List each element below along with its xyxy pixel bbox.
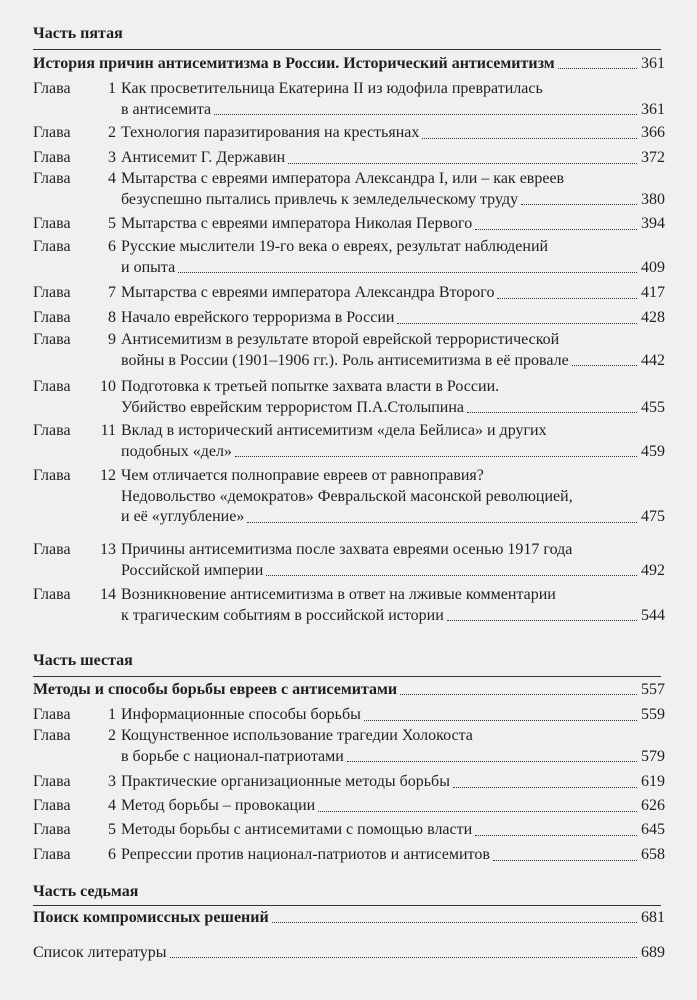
page-number: 658: [641, 846, 665, 863]
chapter-number: 11: [100, 422, 116, 439]
chapter-line: [121, 79, 665, 100]
page-number: 442: [641, 351, 665, 369]
chapter-label: Глава: [33, 846, 71, 863]
chapter-label: Глава: [33, 215, 71, 232]
dot-leader: [572, 365, 637, 366]
dot-leader: [467, 412, 637, 413]
chapter-line: [121, 772, 665, 793]
chapter-number: 2: [108, 727, 116, 744]
chapter-line: [121, 123, 665, 144]
chapter-label: Глава: [33, 149, 71, 166]
chapter-line: [121, 308, 665, 329]
page-number: 557: [641, 681, 665, 698]
chapter-title-text: подобных «дел»: [121, 442, 232, 460]
chapter-body: [121, 421, 665, 462]
chapter-title-text: Методы борьбы с антисемитами с помощью власти: [121, 821, 473, 838]
page-number: 380: [641, 190, 665, 208]
chapter-number: 3: [108, 149, 116, 166]
page-number: 417: [641, 284, 665, 301]
chapter-entry[interactable]: [33, 123, 665, 144]
chapter-body: [121, 377, 665, 418]
dot-leader: [521, 204, 637, 205]
page-number: 689: [641, 944, 665, 961]
chapter-line: [121, 377, 665, 398]
chapter-entry[interactable]: [33, 421, 665, 462]
chapter-line: [121, 330, 665, 351]
chapter-label: Глава: [33, 467, 71, 484]
chapter-title-text: Подготовка к третьей попытке захвата власти в России.: [121, 378, 500, 395]
chapter-title-text: Вклад в исторический антисемитизм «дела Бейлиса» и других: [121, 422, 547, 439]
chapter-number: 6: [108, 846, 116, 863]
chapter-body: [121, 308, 665, 329]
chapter-title-text: и её «углубление»: [121, 508, 245, 525]
chapter-line: [121, 606, 665, 627]
chapter-title-text: Начало еврейского терроризма в России: [121, 309, 395, 326]
chapter-number: 6: [108, 238, 116, 255]
section-title: История причин антисемитизма в России. Исторический антисемитизм: [33, 55, 555, 72]
chapter-line: [121, 540, 665, 561]
chapter-line: [121, 100, 665, 121]
chapter-body: [121, 214, 665, 235]
chapter-body: [121, 79, 665, 120]
bibliography-row[interactable]: [33, 943, 665, 963]
chapter-number: 4: [108, 170, 116, 187]
chapter-title-text: Репрессии против национал-патриотов и антисемитов: [121, 846, 490, 863]
chapter-body: [121, 705, 665, 726]
dot-leader: [497, 298, 637, 299]
chapter-title-text: Антисемит Г. Державин: [121, 149, 286, 166]
chapter-title-text: в борьбе с национал-патриотами: [121, 747, 344, 765]
dot-leader: [170, 957, 637, 958]
chapter-title-text: Технология паразитирования на крестьянах: [121, 124, 420, 141]
chapter-number: 10: [100, 378, 116, 395]
chapter-line: [121, 487, 665, 508]
chapter-entry[interactable]: [33, 466, 665, 528]
divider: [33, 905, 661, 906]
chapter-line: [121, 237, 665, 258]
chapter-body: [121, 820, 665, 841]
chapter-line: [121, 726, 665, 747]
chapter-line: [121, 507, 665, 528]
page-number: 492: [641, 561, 665, 579]
chapter-label: Глава: [33, 238, 71, 255]
dot-leader: [400, 694, 637, 695]
page-number: 544: [641, 606, 665, 624]
chapter-entry[interactable]: [33, 148, 665, 169]
page-number: 361: [641, 100, 665, 118]
chapter-label: Глава: [33, 422, 71, 439]
page-number: 409: [641, 258, 665, 276]
page-number: 428: [641, 309, 665, 326]
chapter-title-text: и опыта: [121, 258, 176, 276]
chapter-label: Глава: [33, 80, 71, 97]
chapter-entry[interactable]: [33, 726, 665, 767]
chapter-entry[interactable]: [33, 169, 665, 210]
chapter-label: Глава: [33, 170, 71, 187]
chapter-title-text: Причины антисемитизма после захвата евреями осенью 1917 года: [121, 541, 573, 558]
chapter-number: 5: [108, 215, 116, 232]
chapter-body: [121, 585, 665, 626]
chapter-label: Глава: [33, 284, 71, 301]
chapter-number: 13: [100, 541, 116, 558]
chapter-number: 5: [108, 821, 116, 838]
chapter-entry[interactable]: [33, 772, 665, 793]
chapter-number: 9: [108, 331, 116, 348]
chapter-line: [121, 705, 665, 726]
section-title: Поиск компромиссных решений: [33, 909, 269, 926]
dot-leader: [475, 835, 637, 836]
section-title-row[interactable]: [33, 680, 665, 700]
page-number: 645: [641, 821, 665, 838]
page-number: 372: [641, 149, 665, 166]
chapter-number: 14: [100, 586, 116, 603]
part-heading: Часть шестая: [33, 652, 133, 669]
page-number: 394: [641, 215, 665, 232]
chapter-title-text: Как просветительница Екатерина II из юдофила превратилась: [121, 80, 543, 97]
chapter-title-text: Российской империи: [121, 561, 264, 579]
chapter-body: [121, 726, 665, 767]
page-number: 455: [641, 398, 665, 416]
chapter-body: [121, 796, 665, 817]
dot-leader: [247, 522, 637, 523]
chapter-title-text: Кощунственное использование трагедии Холокоста: [121, 727, 473, 744]
chapter-body: [121, 845, 665, 866]
chapter-line: [121, 398, 665, 419]
page-number: 475: [641, 508, 665, 525]
chapter-body: [121, 772, 665, 793]
chapter-number: 12: [100, 467, 116, 484]
chapter-title-text: Информационные способы борьбы: [121, 706, 361, 723]
dot-leader: [178, 272, 637, 273]
chapter-number: 4: [108, 797, 116, 814]
chapter-number: 3: [108, 773, 116, 790]
chapter-body: [121, 283, 665, 304]
chapter-number: 2: [108, 124, 116, 141]
chapter-entry[interactable]: [33, 705, 665, 726]
chapter-entry[interactable]: [33, 283, 665, 304]
dot-leader: [214, 114, 637, 115]
chapter-entry[interactable]: [33, 585, 665, 626]
page-number: 361: [641, 55, 665, 72]
dot-leader: [558, 68, 637, 69]
chapter-title-text: Антисемитизм в результате второй еврейской террористической: [121, 331, 560, 348]
chapter-line: [121, 466, 665, 487]
chapter-line: [121, 214, 665, 235]
chapter-line: [121, 561, 665, 582]
dot-leader: [453, 787, 637, 788]
chapter-title-text: Убийство еврейским террористом П.А.Столыпина: [121, 398, 465, 416]
chapter-line: [121, 421, 665, 442]
chapter-entry[interactable]: [33, 820, 665, 841]
chapter-line: [121, 190, 665, 211]
part-heading: Часть пятая: [33, 25, 123, 42]
chapter-label: Глава: [33, 821, 71, 838]
chapter-body: [121, 540, 665, 581]
chapter-label: Глава: [33, 541, 71, 558]
dot-leader: [475, 229, 637, 230]
chapter-line: [121, 585, 665, 606]
chapter-label: Глава: [33, 706, 71, 723]
chapter-title-text: Мытарства с евреями императора Александра Второго: [121, 284, 495, 301]
chapter-number: 1: [108, 706, 116, 723]
chapter-label: Глава: [33, 797, 71, 814]
chapter-entry[interactable]: [33, 330, 665, 371]
chapter-title-text: Практические организационные методы борьбы: [121, 773, 450, 790]
dot-leader: [364, 720, 637, 721]
chapter-title-text: к трагическим событиям в российской истории: [121, 606, 444, 624]
page-number: 626: [641, 797, 665, 814]
chapter-title-text: Русские мыслители 19-го века о евреях, результат наблюдений: [121, 238, 549, 255]
chapter-line: [121, 845, 665, 866]
chapter-title-text: Недовольство «демократов» Февральской масонской революцией,: [121, 487, 573, 505]
chapter-body: [121, 148, 665, 169]
chapter-title-text: Чем отличается полноправие евреев от равноправия?: [121, 467, 484, 484]
dot-leader: [272, 922, 637, 923]
chapter-entry[interactable]: [33, 845, 665, 866]
chapter-label: Глава: [33, 378, 71, 395]
chapter-entry[interactable]: [33, 79, 665, 120]
chapter-entry[interactable]: [33, 308, 665, 329]
chapter-line: [121, 148, 665, 169]
dot-leader: [493, 860, 637, 861]
page-number: 366: [641, 124, 665, 141]
bibliography-title: Список литературы: [33, 944, 167, 961]
chapter-number: 1: [108, 80, 116, 97]
page-number: 579: [641, 747, 665, 765]
chapter-label: Глава: [33, 331, 71, 348]
divider: [33, 676, 661, 677]
chapter-number: 8: [108, 309, 116, 326]
chapter-title-text: Мытарства с евреями императора Николая Первого: [121, 215, 473, 232]
chapter-line: [121, 169, 665, 190]
part-heading: Часть седьмая: [33, 883, 139, 900]
section-title-row[interactable]: [33, 908, 665, 928]
chapter-body: [121, 169, 665, 210]
dot-leader: [397, 323, 637, 324]
chapter-body: [121, 330, 665, 371]
page-number: 681: [641, 909, 665, 926]
page-number: 619: [641, 773, 665, 790]
dot-leader: [422, 138, 637, 139]
chapter-line: [121, 283, 665, 304]
chapter-body: [121, 123, 665, 144]
chapter-title-text: безуспешно пытались привлечь к земледельческому труду: [121, 190, 519, 208]
dot-leader: [347, 761, 637, 762]
chapter-entry[interactable]: [33, 237, 665, 278]
dot-leader: [266, 575, 637, 576]
chapter-number: 7: [108, 284, 116, 301]
chapter-label: Глава: [33, 309, 71, 326]
page-number: 459: [641, 442, 665, 460]
chapter-label: Глава: [33, 727, 71, 744]
chapter-entry[interactable]: [33, 796, 665, 817]
chapter-label: Глава: [33, 586, 71, 603]
chapter-title-text: Метод борьбы – провокации: [121, 797, 316, 814]
chapter-line: [121, 820, 665, 841]
chapter-body: [121, 466, 665, 528]
chapter-line: [121, 258, 665, 279]
chapter-title-text: Мытарства с евреями императора Александра I, или – как евреев: [121, 170, 565, 187]
dot-leader: [288, 163, 637, 164]
section-title: Методы и способы борьбы евреев с антисемитами: [33, 681, 398, 698]
dot-leader: [447, 620, 637, 621]
dot-leader: [318, 811, 637, 812]
section-title-row[interactable]: [33, 54, 665, 74]
chapter-title-text: Возникновение антисемитизма в ответ на лживые комментарии: [121, 586, 556, 603]
chapter-label: Глава: [33, 124, 71, 141]
chapter-entry[interactable]: [33, 540, 665, 581]
chapter-line: [121, 442, 665, 463]
divider: [33, 49, 661, 50]
chapter-body: [121, 237, 665, 278]
chapter-line: [121, 747, 665, 768]
chapter-entry[interactable]: [33, 377, 665, 418]
chapter-title-text: в антисемита: [121, 100, 212, 118]
chapter-line: [121, 351, 665, 372]
chapter-line: [121, 796, 665, 817]
page-number: 559: [641, 706, 665, 723]
dot-leader: [235, 456, 637, 457]
chapter-title-text: войны в России (1901–1906 гг.). Роль антисемитизма в её провале: [121, 351, 569, 369]
chapter-entry[interactable]: [33, 214, 665, 235]
chapter-label: Глава: [33, 773, 71, 790]
